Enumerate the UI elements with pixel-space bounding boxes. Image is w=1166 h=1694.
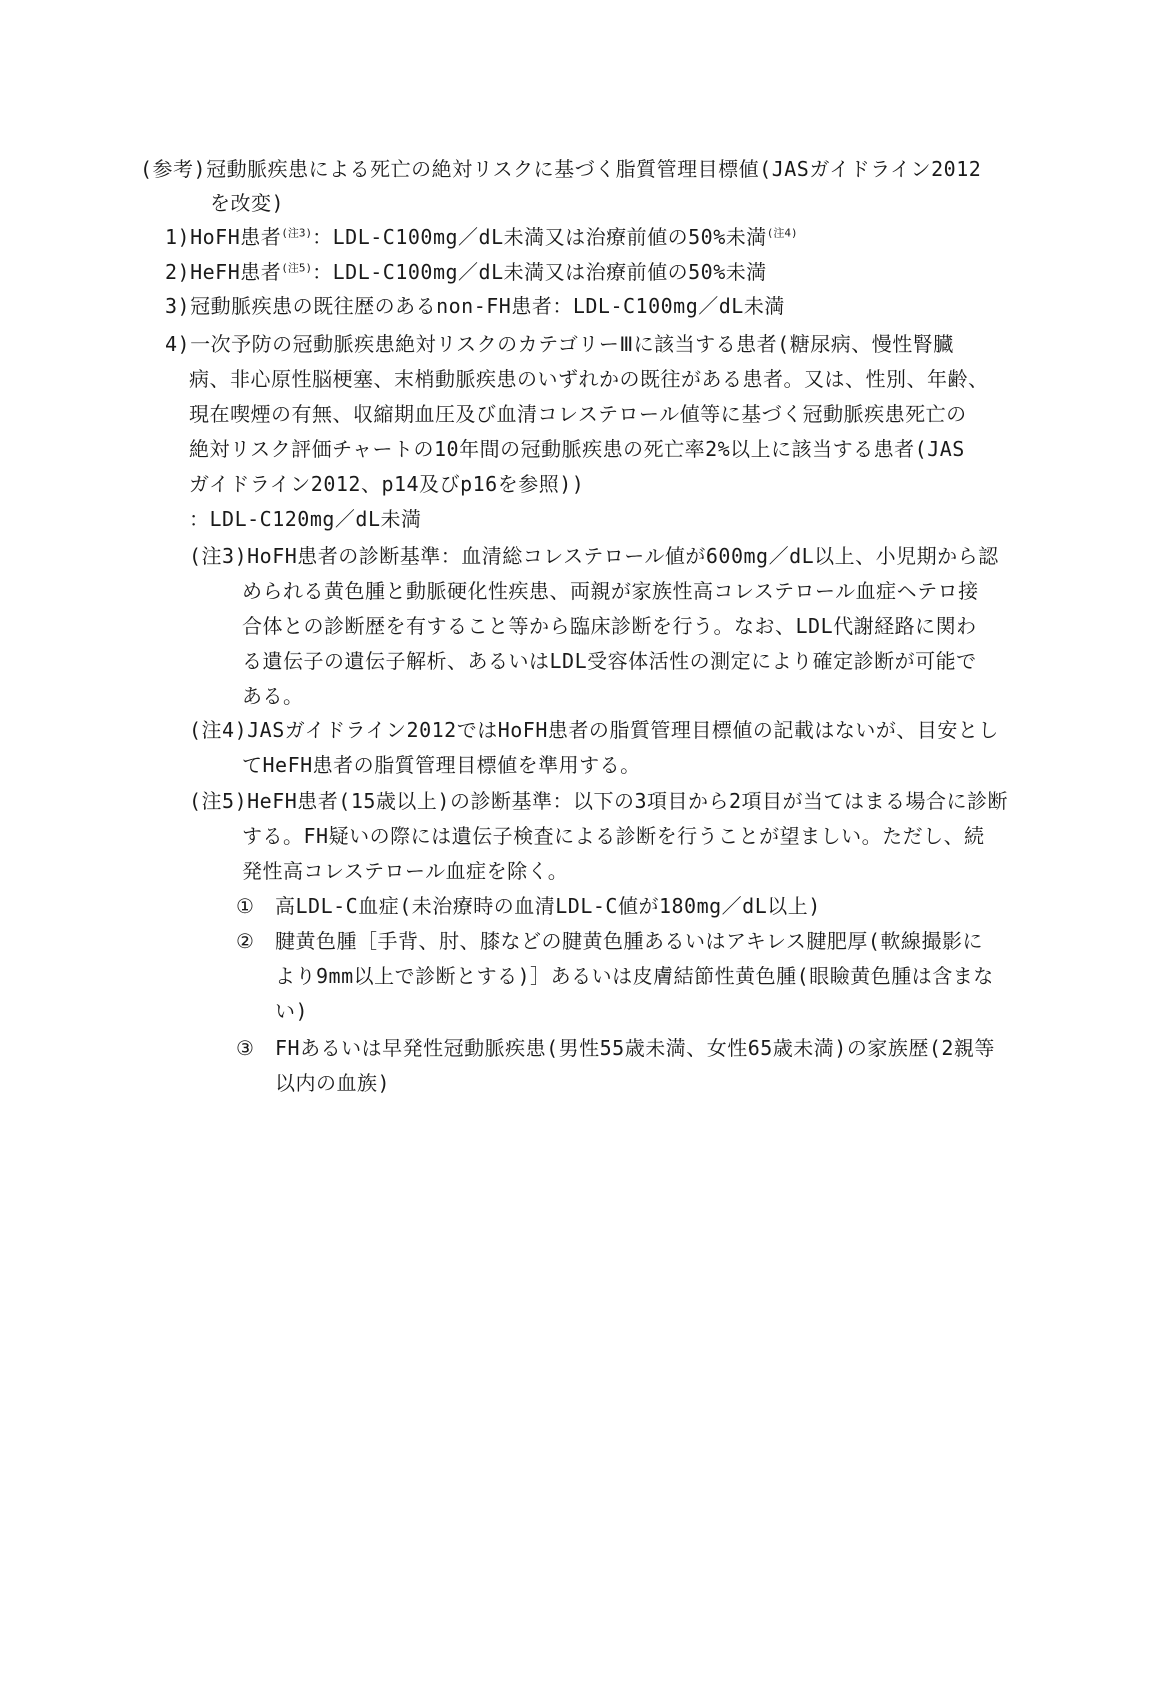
item-text-line: 病、非心原性脳梗塞、末梢動脈疾患のいずれかの既往がある患者。又は、性別、年齢、 [189,367,989,391]
note-text-line: る遺伝子の遺伝子解析、あるいはLDL受容体活性の測定により確定診断が可能で [242,649,977,673]
note-text-line: ある。 [242,684,304,708]
item-text-line: ：LDL-C120mg／dL未満 [189,507,422,531]
doc-title-line: (参考)冠動脈疾患による死亡の絶対リスクに基づく脂質管理目標値(JASガイドライン2012 [140,157,982,181]
note-3: (注3)HoFH患者の診断基準：血清総コレステロール値が600mg／dL以上、小児期から認 [189,544,999,568]
criterion-marker: ③ [236,1036,255,1060]
criterion-text-line: FHあるいは早発性冠動脈疾患(男性55歳未満、女性65歳未満)の家族歴(2親等 [275,1036,995,1060]
doc-title-line: を改変) [210,191,285,215]
note-text-line: 合体との診断歴を有すること等から臨床診断を行う。なお、LDL代謝経路に関わ [242,614,977,638]
note-ref: (注3) [281,226,313,240]
criterion-text-line: い) [275,999,309,1023]
criterion-text-line: より9mm以上で診断とする)］あるいは皮膚結節性黄色腫(眼瞼黄色腫は含まな [275,964,994,988]
note-text-line: する。FH疑いの際には遺伝子検査による診断を行うことが望ましい。ただし、続 [242,824,985,848]
note-text-line: 発性高コレステロール血症を除く。 [242,859,569,883]
criterion-marker: ② [236,929,255,953]
note-ref: (注5) [281,261,313,275]
item-text-line: 現在喫煙の有無、収縮期血圧及び血清コレステロール値等に基づく冠動脈疾患死亡の [189,402,967,426]
item-value: ：LDL-C100mg／dL未満又は治療前値の50%未満 [312,260,767,284]
criterion-text-line: 高LDL-C血症(未治療時の血清LDL-C値が180mg／dL以上) [275,894,821,918]
criterion-text-line: 腱黄色腫［手背、肘、膝などの腱黄色腫あるいはアキレス腱肥厚(軟線撮影に [275,929,983,953]
note-text-line: められる黄色腫と動脈硬化性疾患、両親が家族性高コレステロール血症ヘテロ接 [242,579,979,603]
item-text-line: 絶対リスク評価チャートの10年間の冠動脈疾患の死亡率2%以上に該当する患者(JAS [189,437,965,461]
target-item-hofh [165,221,798,254]
note-4: (注4)JASガイドライン2012ではHoFH患者の脂質管理目標値の記載はないが、目安とし [189,718,999,742]
criterion-text-line: 以内の血族) [275,1071,391,1095]
note-text-line: てHeFH患者の脂質管理目標値を準用する。 [242,753,641,777]
item-label: 1)HoFH患者 [165,225,282,249]
target-item-non-fh: 3)冠動脈疾患の既往歴のあるnon-FH患者：LDL-C100mg／dL未満 [165,294,785,318]
criterion-marker: ① [236,894,255,918]
item-label: 2)HeFH患者 [165,260,282,284]
item-value: ：LDL-C100mg／dL未満又は治療前値の50%未満 [312,225,767,249]
note-ref: (注4) [766,226,798,240]
target-item-hefh [165,256,767,289]
note-5: (注5)HeFH患者(15歳以上)の診断基準：以下の3項目から2項目が当てはまる場合に診断 [189,789,1009,813]
target-item-primary-prevention: 4)一次予防の冠動脈疾患絶対リスクのカテゴリーⅢに該当する患者(糖尿病、慢性腎臓 [165,332,954,356]
item-text-line: ガイドライン2012、p14及びp16を参照)) [189,472,585,496]
